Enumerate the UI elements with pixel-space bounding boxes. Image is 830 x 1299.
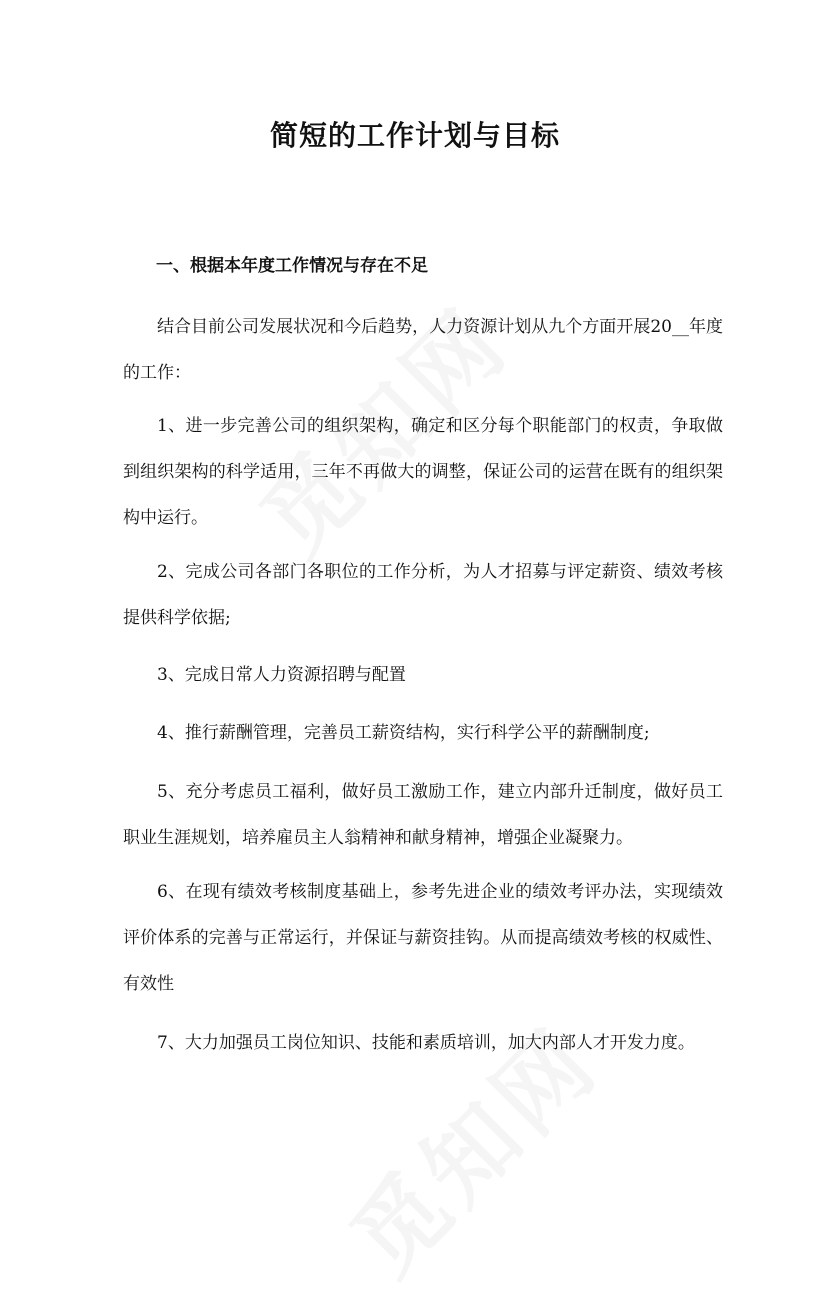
plan-item-7: 7、大力加强员工岗位知识、技能和素质培训，加大内部人才开发力度。 [157, 1033, 695, 1053]
plan-item-3: 3、完成日常人力资源招聘与配置 [157, 665, 406, 685]
plan-item-6: 6、在现有绩效考核制度基础上，参考先进企业的绩效考评办法，实现绩效评价体系的完善与正常运行，并保证与薪资挂钩。从而提高绩效考核的权威性、有效性 [123, 882, 723, 994]
plan-item-1: 1、进一步完善公司的组织架构，确定和区分每个职能部门的权责，争取做到组织架构的科学适用，三年不再做大的调整，保证公司的运营在既有的组织架构中运行。 [123, 416, 723, 528]
section-heading: 一、根据本年度工作情况与存在不足 [156, 256, 428, 276]
document-title: 简短的工作计划与目标 [269, 119, 560, 152]
plan-item-2: 2、完成公司各部门各职位的工作分析，为人才招募与评定薪资、绩效考核提供科学依据; [123, 562, 723, 628]
plan-item-5: 5、充分考虑员工福利，做好员工激励工作，建立内部升迁制度，做好员工职业生涯规划，培养雇员主人翁精神和献身精神，增强企业凝聚力。 [123, 782, 723, 848]
plan-item-4: 4、推行薪酬管理，完善员工薪资结构，实行科学公平的薪酬制度; [157, 723, 650, 743]
intro-paragraph: 结合目前公司发展状况和今后趋势，人力资源计划从九个方面开展20__年度的工作： [123, 317, 723, 383]
